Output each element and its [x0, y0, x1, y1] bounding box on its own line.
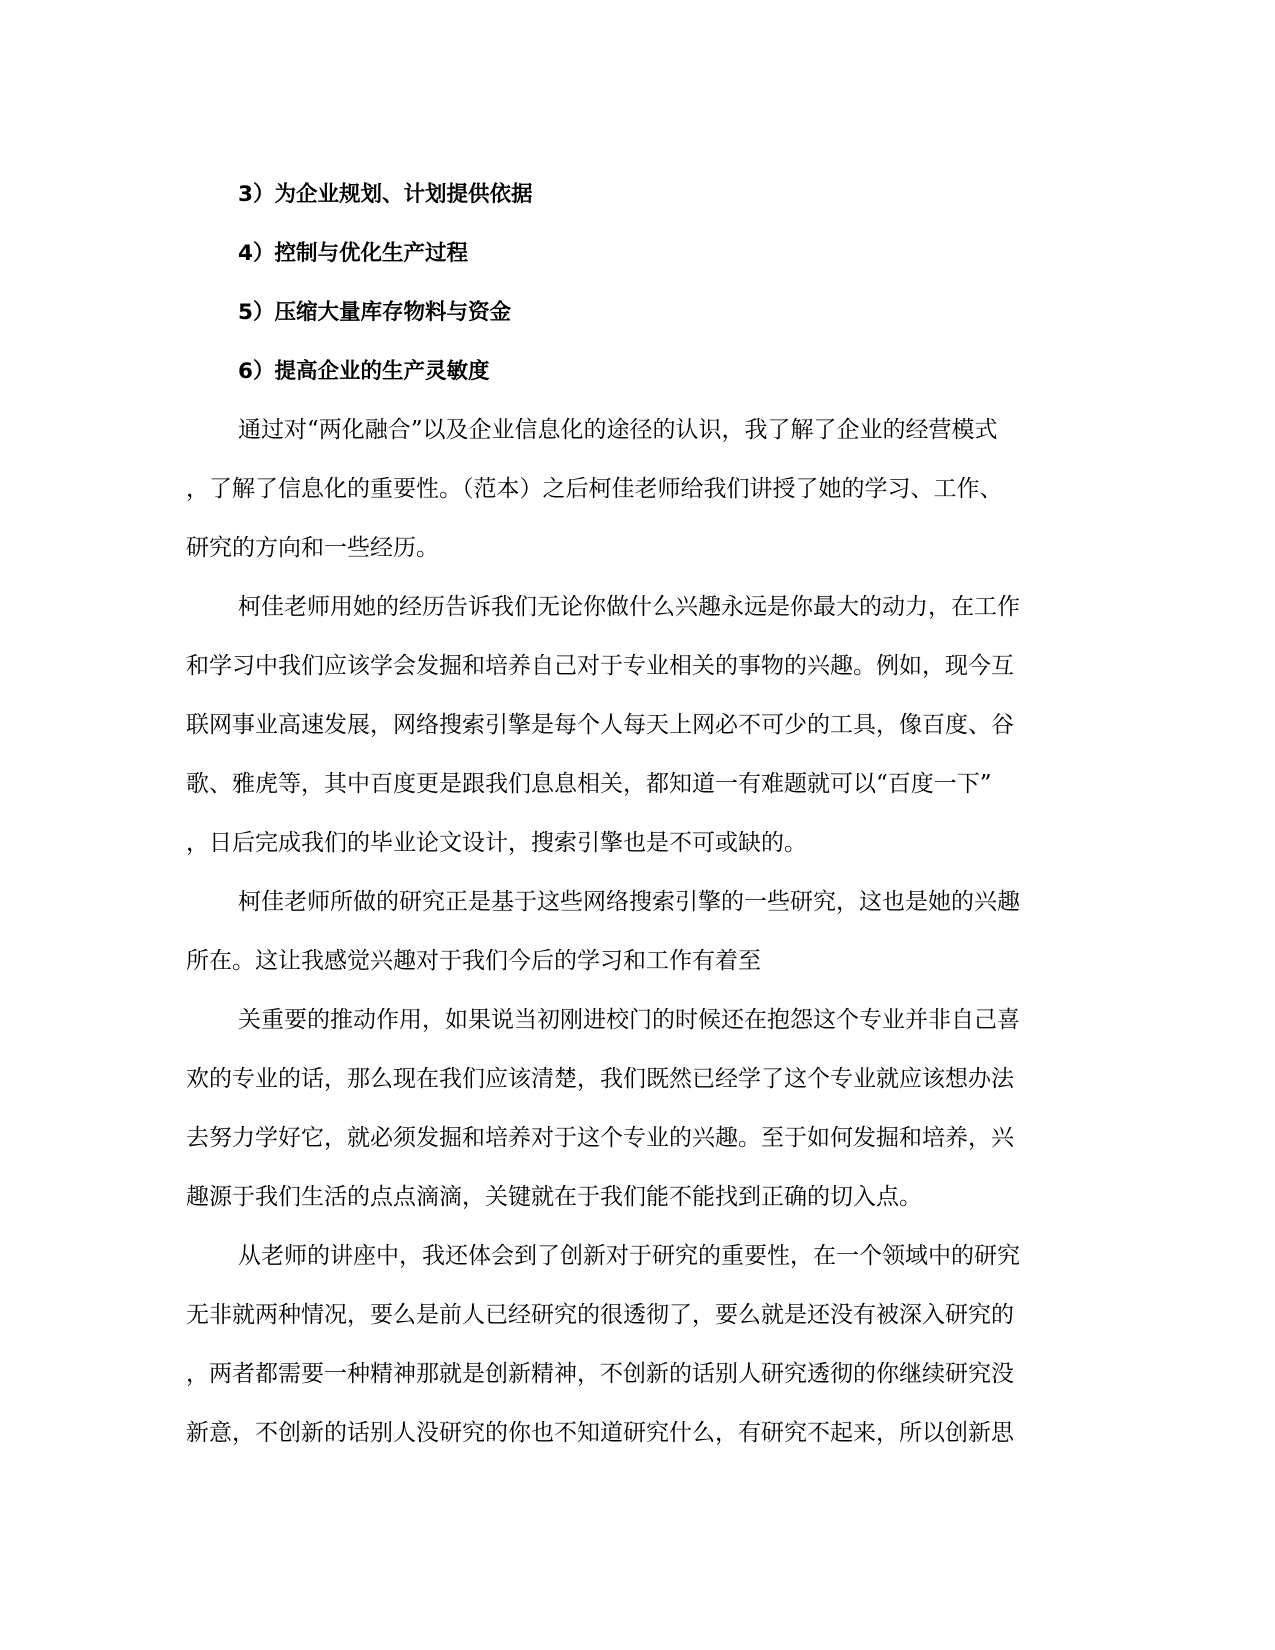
- paragraph: 柯佳老师用她的经历告诉我们无论你做什么兴趣永远是你最大的动力，在工作 和学习中我们应该学会发掘和培养自己对于专业相关的事物的兴趣。例如，现今互 联网事业高速发展，网络搜索引擎是每个人每天上网必不可少的工具，像百度、谷 歌、雅虎等，其中百度更是跟我们息息相关，都知道一有难题就可以“百度一下” ，日后完成我们的毕业论文设计，搜索引擎也是不可或缺的。: [186, 594, 1020, 856]
- list-item: 3）为企业规划、计划提供依据: [238, 182, 533, 207]
- paragraph: 从老师的讲座中，我还体会到了创新对于研究的重要性，在一个领域中的研究 无非就两种情况，要么是前人已经研究的很透彻了，要么就是还没有被深入研究的 ，两者都需要一种精神那就是创新精神，不创新的话别人研究透彻的你继续研究没 新意，不创新的话别人没研究的你也不知道研究什么，有研究不起来，所以创新思: [186, 1243, 1020, 1446]
- list-item: 5）压缩大量库存物料与资金: [238, 300, 511, 325]
- document-page: [186, 165, 1081, 1463]
- list-item: 6）提高企业的生产灵敏度: [238, 359, 490, 384]
- paragraph: 通过对“两化融合”以及企业信息化的途径的认识，我了解了企业的经营模式 ，了解了信息化的重要性。（范本）之后柯佳老师给我们讲授了她的学习、工作、 研究的方向和一些经历。: [186, 417, 1003, 561]
- list-item: 4）控制与优化生产过程: [238, 241, 468, 266]
- paragraph: 柯佳老师所做的研究正是基于这些网络搜索引擎的一些研究，这也是她的兴趣 所在。这让我感觉兴趣对于我们今后的学习和工作有着至: [186, 889, 1020, 974]
- paragraph: 关重要的推动作用，如果说当初刚进校门的时候还在抱怨这个专业并非自己喜 欢的专业的话，那么现在我们应该清楚，我们既然已经学了这个专业就应该想办法 去努力学好它，就必须发掘和培养对于这个专业的兴趣。至于如何发掘和培养，兴 趣源于我们生活的点点滴滴，关键就在于我们能不能找到正确的切入点。: [186, 1007, 1020, 1210]
